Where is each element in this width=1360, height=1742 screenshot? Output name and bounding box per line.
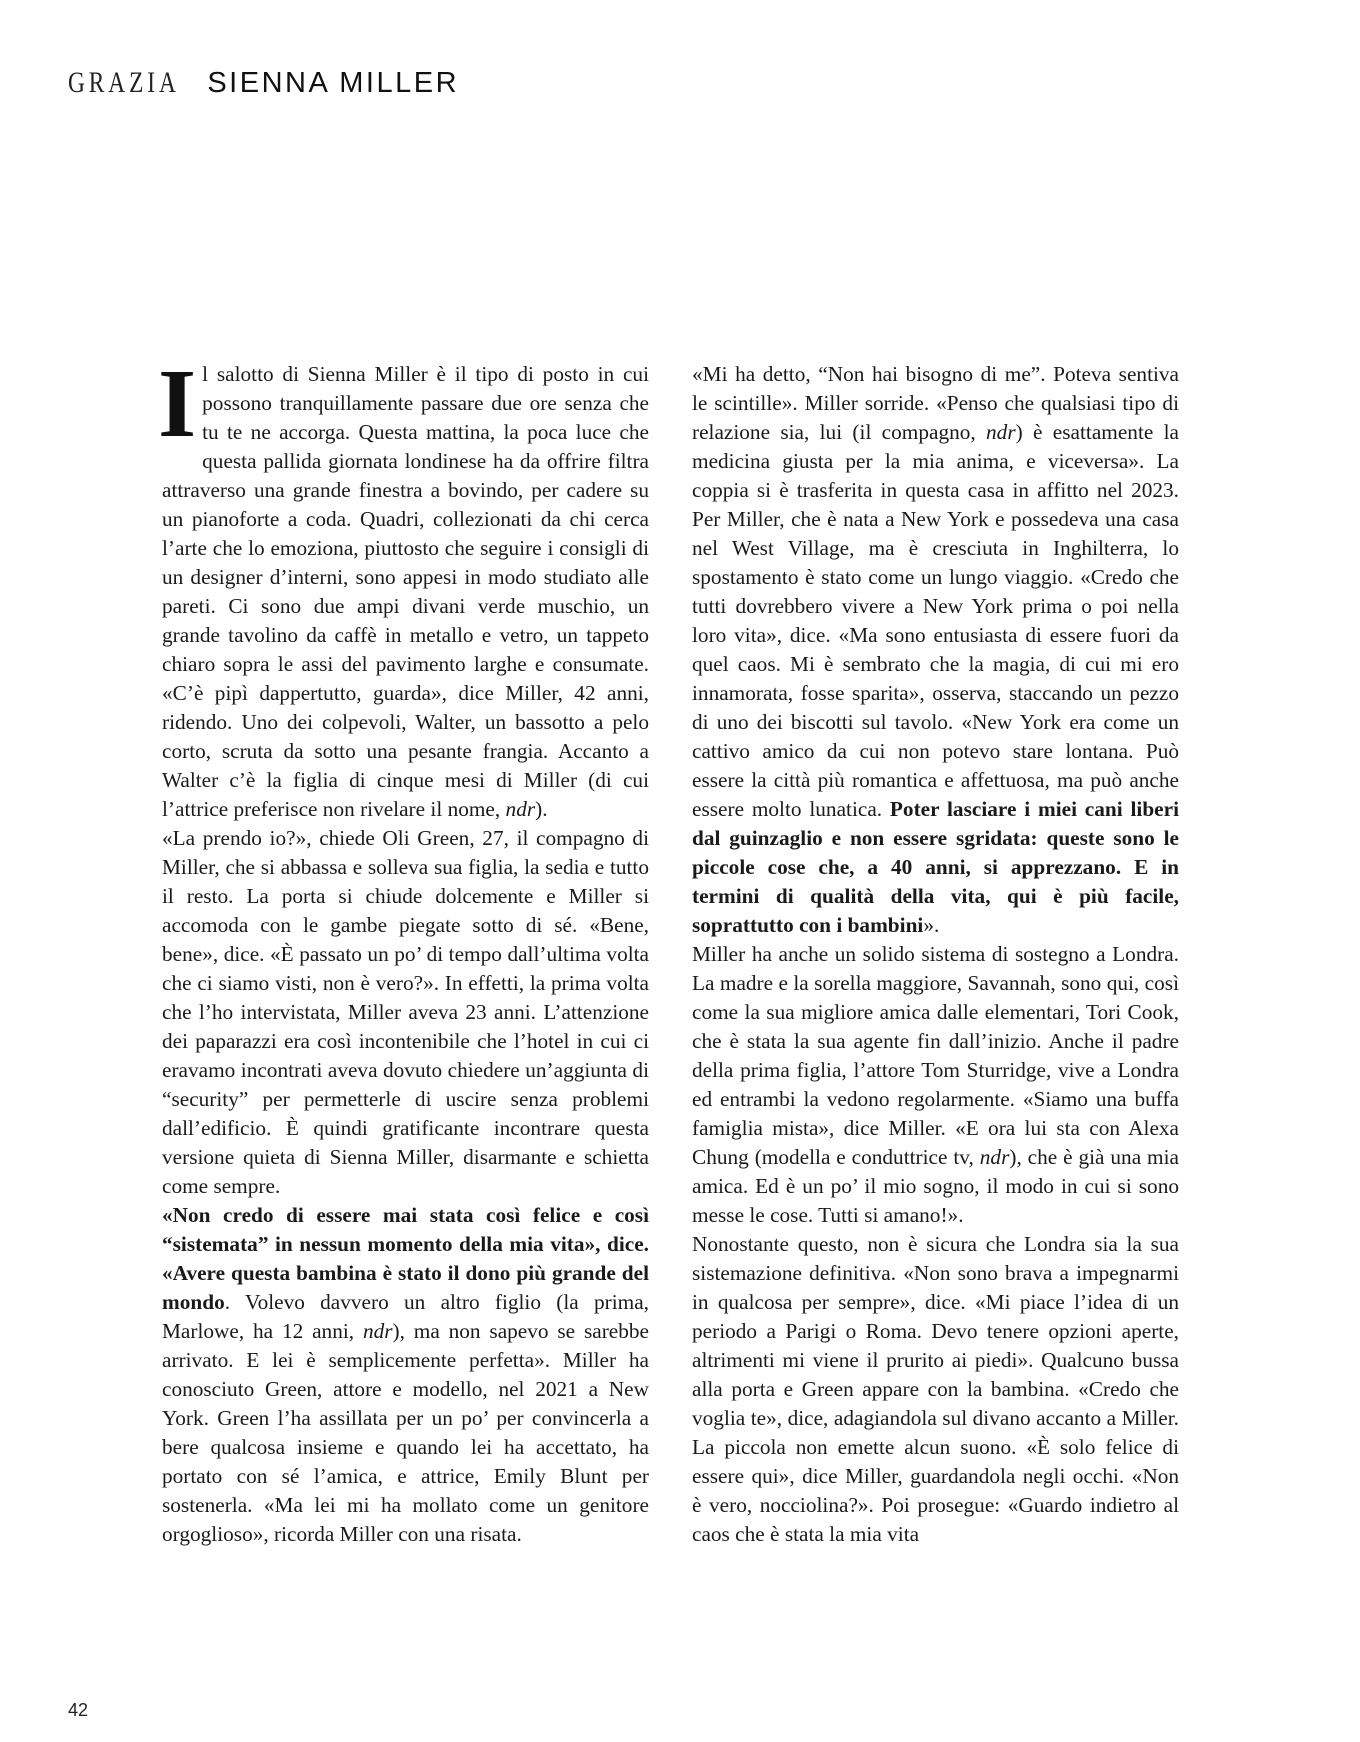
drop-cap: I (158, 350, 197, 458)
ndr-note: ndr (362, 1319, 393, 1343)
paragraph (692, 360, 1179, 940)
paragraph-quote (162, 1201, 649, 1549)
text-run: ), che è già una mia amica. Ed è un po’ il mio sogno, il modo in cui si sono messe le cose. Tutti si amano!». (692, 1145, 1179, 1227)
bold-quote: Poter lasciare i miei cani liberi dal guinzaglio e non essere sgridata: queste sono le piccole cose che, a 40 anni, si apprezzano. E in termini di qualità della vita, qui è più facile, soprattutto con i bambini (692, 797, 1179, 937)
ndr-note: ndr (505, 797, 536, 821)
paragraph: «La prendo io?», chiede Oli Green, 27, il compagno di Miller, che si abbassa e solleva sua figlia, la sedia e tutto il resto. La porta si chiude dolcemente e Miller si accomoda con le gambe piegate sotto di sé. «Bene, bene», dice. «È passato un po’ di tempo dall’ultima volta che ci siamo visti, non è vero?». In effetti, la prima volta che l’ho intervistata, Miller aveva 23 anni. L’attenzione dei paparazzi era così incontenibile che l’hotel in cui ci eravamo incontrati aveva dovuto chiedere un’aggiunta di “security” per permetterle di uscire senza problemi dall’edificio. È quindi gratificante incontrare questa versione quieta di Sienna Miller, disarmante e schietta come sempre. (162, 826, 649, 1198)
paragraph (692, 940, 1179, 1230)
text-run: Miller ha anche un solido sistema di sostegno a Londra. La madre e la sorella maggiore, Savannah, sono qui, così come la sua migliore amica dalle elementari, Tori Cook, che è stata la sua agente fin dall’inizio. Anche il padre della prima figlia, l’attore Tom Sturridge, vive a Londra ed entrambi la vedono regolarmente. «Siamo una buffa famiglia mista», dice Miller. «E ora lui sta con Alexa Chung (modella e conduttrice tv, (692, 942, 1179, 1169)
ndr-note: ndr (986, 420, 1016, 444)
paragraph-intro (158, 350, 649, 824)
text-run: ) è esattamente la medicina giusta per la mia anima, e viceversa». La coppia si è trasferita in questa casa in affitto nel 2023. Per Miller, che è nata a New York e possedeva una casa nel West Village, ma è cresciuta in Inghilterra, lo spostamento è stato come un lungo viaggio. «Credo che tutti dovrebbero vivere a New York prima o poi nella loro vita», dice. «Ma sono entusiasta di essere fuori da quel caos. Mi è sembrato che la magia, di cui mi ero innamorata, fosse sparita», osserva, staccando un pezzo di uno dei biscotti sul tavolo. «New York era come un cattivo amico da cui non potevo stare lontana. Può essere la città più romantica e affettuosa, ma può anche essere molto lunatica. (692, 420, 1179, 821)
article-column-left (158, 350, 649, 1549)
page-header (68, 66, 459, 100)
bold-quote: «Non credo di essere mai stata così felice e così “sistemata” in nessun momento della mia vita», dice. «Avere questa bambina è stato il dono più grande del mondo (162, 1203, 649, 1314)
text-run: . Volevo davvero un altro figlio (la prima, Marlowe, ha 12 anni, (162, 1290, 649, 1343)
article-column-right (692, 360, 1179, 1549)
article-subject: SIENNA MILLER (207, 67, 460, 99)
page-number: 42 (68, 1700, 89, 1720)
ndr-note: ndr (979, 1145, 1010, 1169)
text-run: ». (923, 913, 940, 937)
text-run: ), ma non sapevo se sarebbe arrivato. E lei è semplicemente perfetta». Miller ha conosciuto Green, attore e modello, nel 2021 a New York. Green l’ha assillata per un po’ per convincerla a bere qualcosa insieme e quando lei ha accettato, ha portato con sé l’amica, e attrice, Emily Blunt per sostenerla. «Ma lei mi ha mollato come un genitore orgoglioso», ricorda Miller con una risata. (162, 1319, 649, 1546)
text-run: «Mi ha detto, “Non hai bisogno di me”. Poteva sentiva le scintille». Miller sorride. «Penso che qualsiasi tipo di relazione sia, lui (il compagno, (692, 362, 1179, 444)
paragraph: Nonostante questo, non è sicura che Londra sia la sua sistemazione definitiva. «Non sono brava a impegnarmi in qualcosa per sempre», dice. «Mi piace l’idea di un periodo a Parigi o Roma. Devo tenere opzioni aperte, altrimenti mi viene il prurito ai piedi». Qualcuno bussa alla porta e Green appare con la bambina. «Credo che voglia te», dice, adagiandola sul divano accanto a Miller. La piccola non emette alcun suono. «È solo felice di essere qui», dice Miller, guardandola negli occhi. «Non è vero, nocciolina?». Poi prosegue: «Guardo indietro al caos che è stata la mia vita (692, 1232, 1179, 1546)
text-run: ). (535, 797, 548, 821)
text-run: l salotto di Sienna Miller è il tipo di posto in cui possono tranquillamente passare due ore senza che tu te ne accorga. Questa mattina, la poca luce che questa pallida giornata londinese ha da offrire filtra attraverso una grande finestra a bovindo, per cadere su un pianoforte a coda. Quadri, collezionati da chi cerca l’arte che lo emoziona, piuttosto che seguire i consigli di un designer d’interni, sono appesi in modo studiato alle pareti. Ci sono due ampi divani verde muschio, un grande tavolino da caffè in metallo e vetro, un tappeto chiaro sopra le assi del pavimento larghe e consumate. «C’è pipì dappertutto, guarda», dice Miller, 42 anni, ridendo. Uno dei colpevoli, Walter, un bassotto a pelo corto, scruta da sotto una pesante frangia. Accanto a Walter c’è la figlia di cinque mesi di Miller (di cui l’attrice preferisce non rivelare il nome, (162, 362, 649, 821)
magazine-logo: GRAZIA (68, 66, 180, 99)
